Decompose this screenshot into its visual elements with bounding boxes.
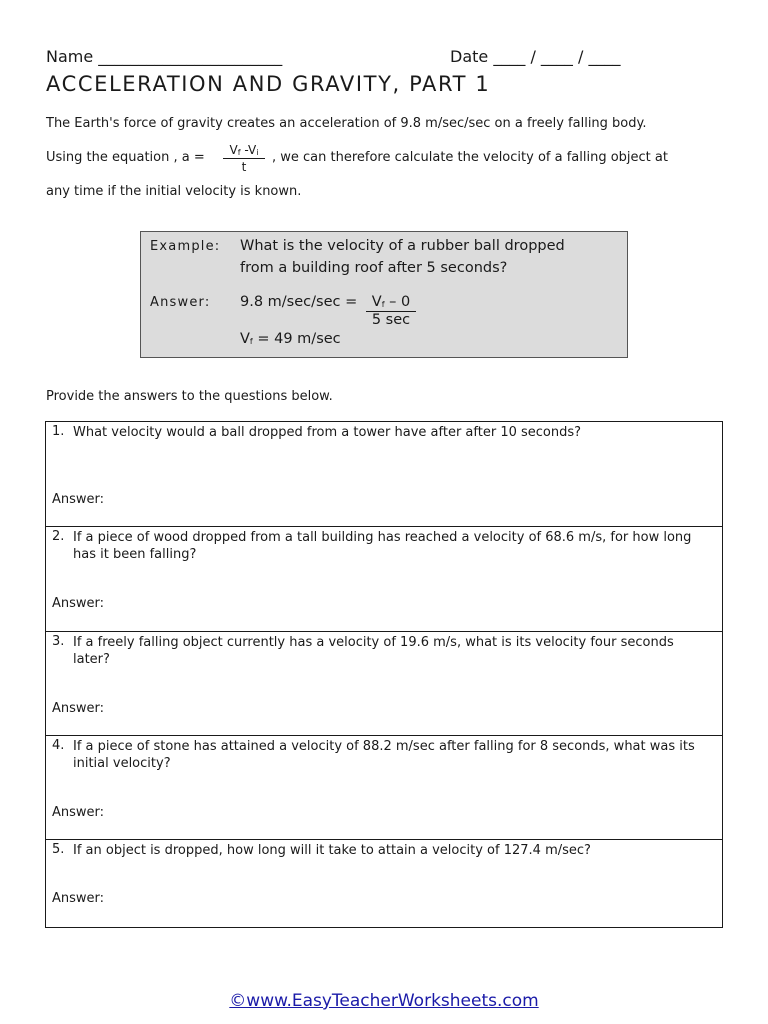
page-title: ACCELERATION AND GRAVITY, PART 1 (46, 72, 491, 96)
name-blank[interactable]: _______________________ (98, 47, 283, 66)
date-blank-month[interactable]: ____ (540, 47, 573, 66)
intro-line-1: The Earth's force of gravity creates an acceleration of 9.8 m/sec/sec on a freely falling body. (46, 116, 647, 131)
answer-fraction (366, 294, 416, 328)
date-blank-year[interactable]: ____ (588, 47, 621, 66)
question-number: 4. (52, 738, 65, 753)
question-text: What velocity would a ball dropped from a tower have after after 10 seconds? (73, 425, 582, 440)
answer-field[interactable]: Answer: (52, 891, 105, 906)
name-field (46, 47, 282, 66)
date-separator: / (578, 47, 584, 66)
intro-line-2-end: , we can therefore calculate the velocity of a falling object at (272, 150, 668, 165)
date-label: Date (450, 47, 489, 66)
answer-field[interactable]: Answer: (52, 805, 105, 820)
question-row (46, 735, 722, 839)
answer-numerator: Vf – 0 (366, 294, 416, 312)
example-question-line-1: What is the velocity of a rubber ball dropped (240, 238, 565, 254)
question-text: If an object is dropped, how long will it take to attain a velocity of 127.4 m/sec? (73, 843, 591, 858)
name-label: Name (46, 47, 94, 66)
example-label: Example: (150, 239, 221, 254)
answer-field[interactable]: Answer: (52, 596, 105, 611)
question-text: If a freely falling object currently has a velocity of 19.6 m/s, what is its velocity four seconds later? (73, 635, 674, 667)
question-text: If a piece of wood dropped from a tall building has reached a velocity of 68.6 m/s, for how long has it been falling? (73, 530, 692, 562)
question-number: 1. (52, 424, 65, 439)
instructions: Provide the answers to the questions below. (46, 389, 333, 404)
intro-line-2-start: Using the equation , a = (46, 150, 205, 165)
question-row (46, 839, 722, 927)
answer-field[interactable]: Answer: (52, 492, 105, 507)
question-row (46, 526, 722, 631)
question-row (46, 422, 722, 526)
equation-denominator: t (241, 160, 247, 174)
answer-label: Answer: (150, 295, 211, 310)
example-question-line-2: from a building roof after 5 seconds? (240, 260, 508, 276)
question-text: If a piece of stone has attained a velocity of 88.2 m/sec after falling for 8 seconds, what was its initial velocity? (73, 739, 695, 771)
questions-table (45, 421, 723, 928)
equation-numerator: Vf -Vi (223, 143, 265, 159)
question-number: 3. (52, 634, 65, 649)
date-blank-day[interactable]: ____ (493, 47, 526, 66)
question-number: 5. (52, 842, 65, 857)
answer-lhs: 9.8 m/sec/sec = (240, 294, 358, 310)
question-number: 2. (52, 529, 65, 544)
date-separator: / (530, 47, 536, 66)
footer-link[interactable]: ©www.EasyTeacherWorksheets.com (229, 991, 539, 1011)
equation-fraction (223, 143, 265, 174)
date-field (450, 47, 621, 66)
answer-field[interactable]: Answer: (52, 701, 105, 716)
answer-result: Vf = 49 m/sec (240, 331, 341, 347)
question-row (46, 631, 722, 735)
answer-denominator: 5 sec (371, 312, 411, 328)
intro-line-3: any time if the initial velocity is known. (46, 184, 302, 199)
